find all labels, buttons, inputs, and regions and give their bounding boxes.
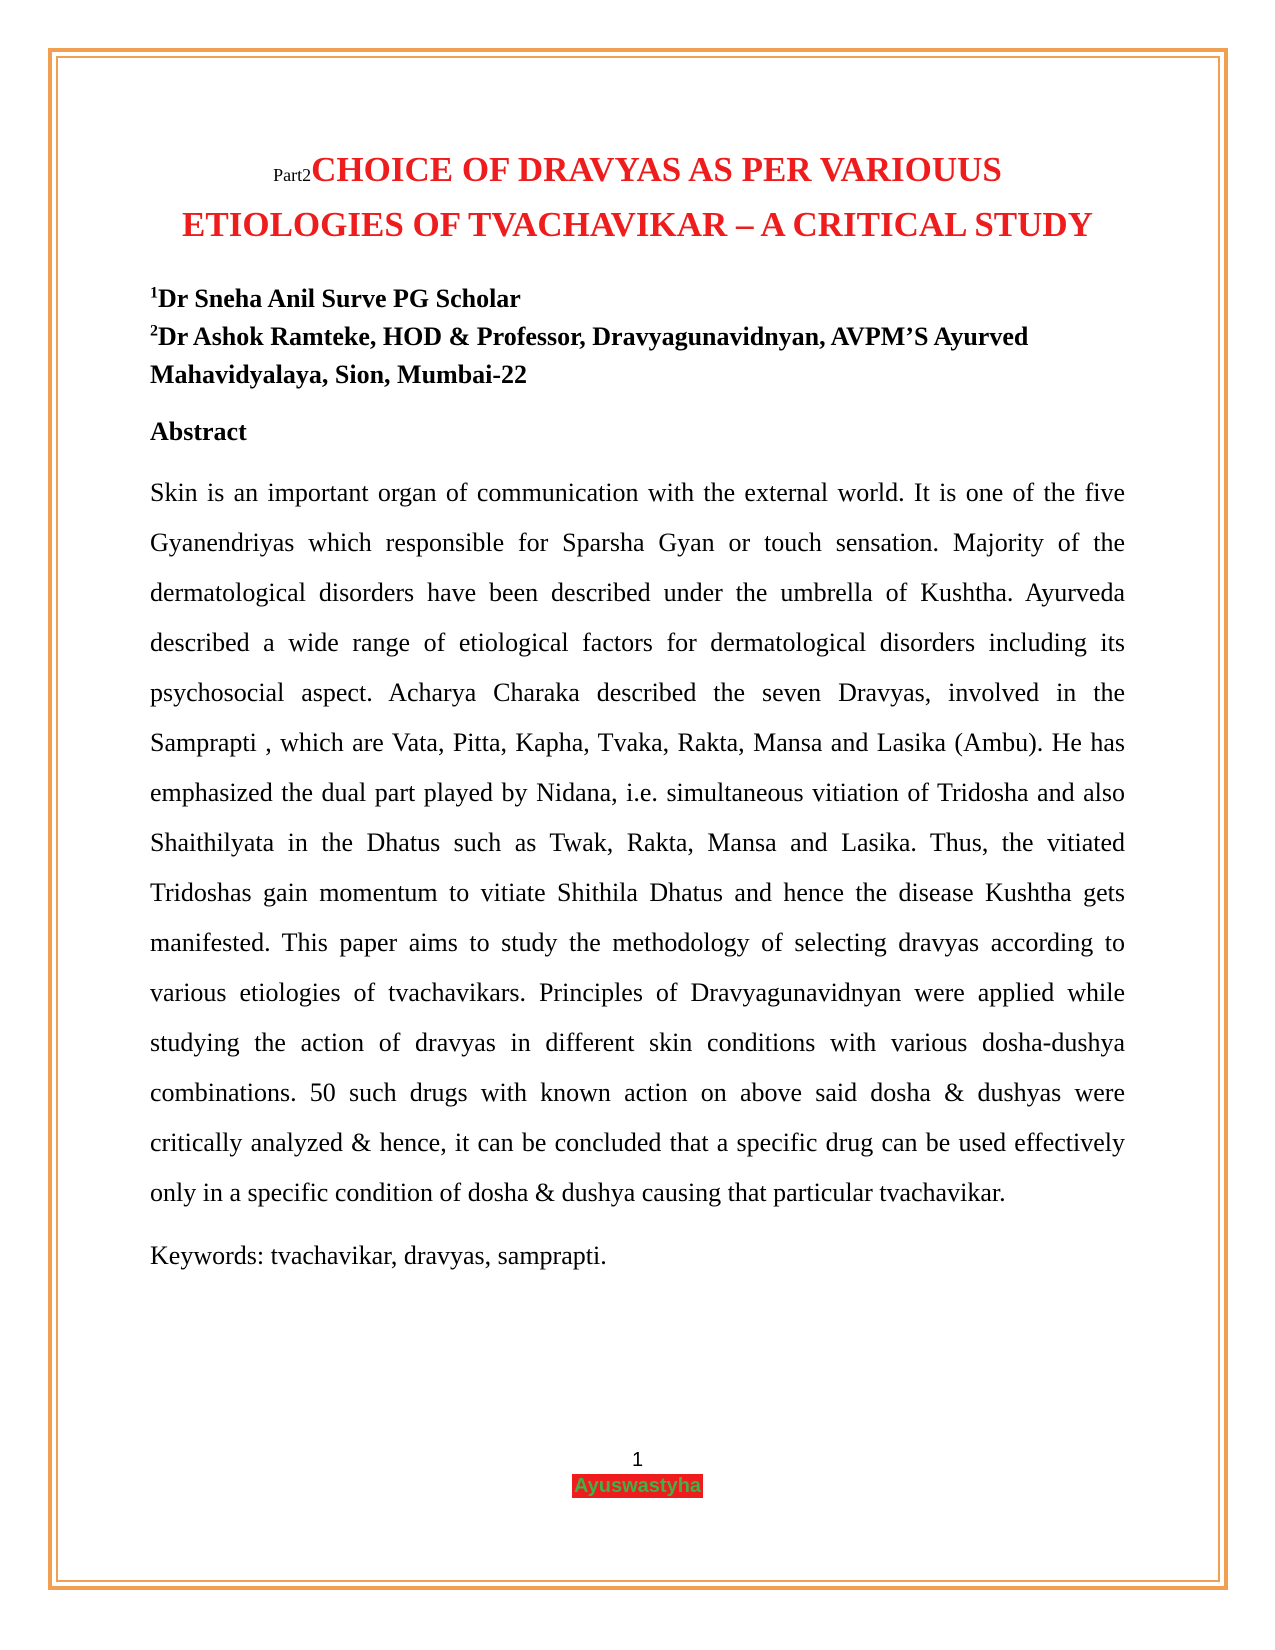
page-number: 1 <box>631 1449 644 1471</box>
abstract-body: Skin is an important organ of communication with the external world. It is one of the five Gyanendriyas which responsible for Sparsha Gyan or touch sensation. Majority of the dermatological disorders have been described under the umbrella of Kushtha. Ayurveda described a wide range of etiological factors for dermatological disorders including its psychosocial aspect. Acharya Charaka described the seven Dravyas, involved in the Samprapti , which are Vata, Pitta, Kapha, Tvaka, Rakta, Mansa and Lasika (Ambu). He has emphasized the dual part played by Nidana, i.e. simultaneous vitiation of Tridosha and also Shaithilyata in the Dhatus such as Twak, Rakta, Mansa and Lasika. Thus, the vitiated Tridoshas gain momentum to vitiate Shithila Dhatus and hence the disease Kushtha gets manifested. This paper aims to study the methodology of selecting dravyas according to various etiologies of tvachavikars. Principles of Dravyagunavidnyan were applied while studying the action of dravyas in different skin conditions with various dosha-dushya combinations. 50 such drugs with known action on above said dosha & dushyas were critically analyzed & hence, it can be concluded that a specific drug can be used effectively only in a specific condition of dosha & dushya causing that particular tvachavikar. <box>150 478 1125 1207</box>
keywords: Keywords: tvachavikar, dravyas, samprapti. <box>150 1241 607 1270</box>
abstract-heading: Abstract <box>150 417 247 446</box>
author-1 <box>150 280 1125 318</box>
author-1-sup: 1 <box>150 284 158 302</box>
author-2-text: Dr Ashok Ramteke, HOD & Professor, Dravyagunavidnyan, AVPM’S Ayurved Mahavidyalaya, Sion, Mumbai-22 <box>150 322 1029 389</box>
paper-title <box>150 145 1125 250</box>
author-list <box>150 280 1125 394</box>
author-2-sup: 2 <box>150 322 158 340</box>
document-content <box>150 145 1125 1274</box>
part-prefix: Part2 <box>273 165 312 185</box>
author-2 <box>150 318 1125 394</box>
author-1-text: Dr Sneha Anil Surve PG Scholar <box>158 284 521 313</box>
page-footer <box>0 1448 1275 1498</box>
title-text: CHOICE OF DRAVYAS AS PER VARIOUUS ETIOLOGIES OF TVACHAVIKAR – A CRITICAL STUDY <box>182 150 1093 244</box>
journal-badge: Ayuswastyha <box>573 1475 702 1497</box>
